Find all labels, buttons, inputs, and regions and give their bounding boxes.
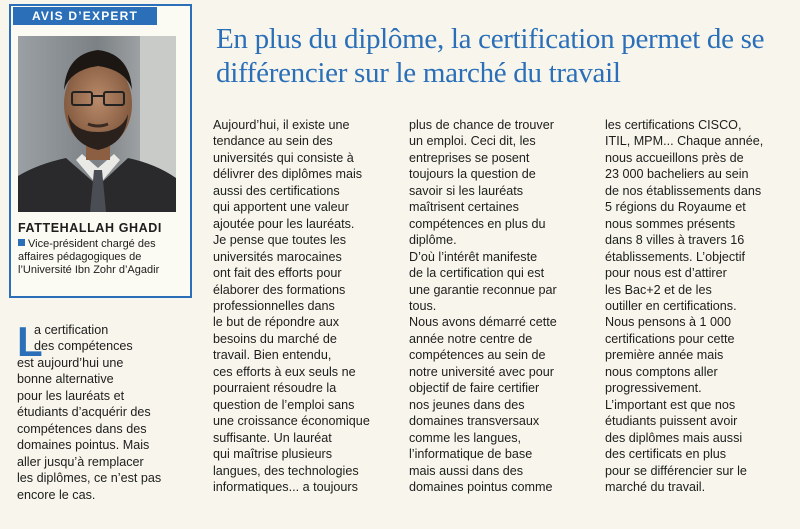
text-line: encore le cas.	[17, 487, 96, 502]
text-line: maîtrisent certaines	[409, 200, 519, 215]
text-line: le but de répondre aux	[213, 315, 340, 330]
expert-role-text: Vice-président chargé des affaires pédagogiques de l’Université Ibn Zohr d’Agadir	[18, 238, 160, 277]
text-line: professionnelles dans	[213, 298, 335, 313]
text-line: notre université avec pour	[409, 364, 554, 379]
intro-column	[17, 318, 189, 503]
text-line: est aujourd’hui une	[17, 355, 124, 370]
text-line: toujours la question de	[409, 167, 536, 182]
text-line: pourraient résoudre la	[213, 381, 337, 396]
text-line: une garantie reconnue par	[409, 282, 557, 297]
text-line: établissements. L’objectif	[605, 249, 746, 264]
body-column-2	[409, 117, 589, 495]
text-line: Nous pensons à 1 000	[605, 315, 732, 330]
text-line: entreprises se posent	[409, 150, 530, 165]
text-line: domaines pointus. Mais	[17, 438, 150, 453]
text-line: ces efforts à eux seuls ne	[213, 364, 356, 379]
bullet-square-icon	[18, 239, 25, 246]
text-line: élaborer des formations	[213, 282, 346, 297]
text-line: Nous avons démarré cette	[409, 315, 557, 330]
text-line: qui apportent une valeur	[213, 200, 349, 215]
text-line: première année mais	[605, 348, 724, 363]
text-line: savoir si les lauréats	[409, 183, 524, 198]
text-line: progressivement.	[605, 381, 702, 396]
text-line: universités marocaines	[213, 249, 342, 264]
text-line: dans 8 villes à travers 16	[605, 233, 745, 248]
text-line: les diplômes, ce n’est pas	[17, 471, 162, 486]
text-line: pour les lauréats et	[17, 388, 125, 403]
text-line: délivrer des diplômes mais	[213, 167, 363, 182]
text-line: compétences au sein de	[409, 348, 546, 363]
text-line: tendance au sein des	[213, 134, 333, 149]
text-line: de nos établissements dans	[605, 183, 762, 198]
drop-cap: L	[17, 318, 43, 365]
text-line: année notre centre de	[409, 331, 533, 346]
text-line: pour se différencier sur le	[605, 463, 747, 478]
text-line: nous accueillons près de	[605, 150, 744, 165]
text-line: besoins du marché de	[213, 331, 337, 346]
text-line: compétences dans des	[17, 421, 147, 436]
expert-name: FATTEHALLAH GHADI	[18, 221, 162, 235]
text-line: informatiques... a toujours	[213, 479, 358, 494]
expert-role	[18, 238, 178, 278]
text-line: qui maîtrise plusieurs	[213, 447, 332, 462]
text-line: a certification	[34, 323, 109, 337]
text-line: langues, des technologies	[213, 463, 359, 478]
text-line: question de l’emploi sans	[213, 397, 355, 412]
text-line: aussi des certifications	[213, 183, 340, 198]
text-line: ITIL, MPM... Chaque année,	[605, 134, 764, 149]
text-line: nos jeunes dans des	[409, 397, 525, 412]
text-line: domaines pointus comme	[409, 479, 553, 494]
text-line: diplôme.	[409, 233, 457, 248]
text-line: bonne alternative	[17, 372, 114, 387]
text-line: nous sommes présents	[605, 216, 736, 231]
text-line: marché du travail.	[605, 479, 706, 494]
text-line: des certificats en plus	[605, 447, 727, 462]
text-line: étudiants puissent avoir	[605, 414, 738, 429]
text-line: les certifications CISCO,	[605, 118, 742, 132]
text-line: aller jusqu’à remplacer	[17, 454, 144, 469]
portrait-photo-illustration	[18, 36, 176, 212]
text-line: objectif de faire certifier	[409, 381, 540, 396]
text-line: Aujourd’hui, il existe une	[213, 118, 350, 132]
text-line: ont fait des efforts pour	[213, 266, 342, 281]
article-headline: En plus du diplôme, la certification permet de se différencier sur le marché du travail	[216, 23, 765, 89]
section-tag: AVIS D’EXPERT	[13, 7, 157, 25]
body-column-3	[605, 117, 790, 495]
text-line: mais aussi dans des	[409, 463, 524, 478]
expert-portrait	[18, 36, 176, 212]
text-line: compétences en plus du	[409, 216, 546, 231]
text-line: 23 000 bacheliers au sein	[605, 167, 749, 182]
text-line: certifications pour cette	[605, 331, 735, 346]
text-line: comme les langues,	[409, 430, 521, 445]
text-line: pour nous est d’attirer	[605, 266, 727, 281]
text-line: plus de chance de trouver	[409, 118, 554, 132]
text-line: L’important est que nos	[605, 397, 736, 412]
text-line: travail. Bien entendu,	[213, 348, 332, 363]
text-line: Je pense que toutes les	[213, 233, 347, 248]
text-line: ajoutée pour les lauréats.	[213, 216, 355, 231]
body-column-1	[213, 117, 393, 495]
text-line: une croissance économique	[213, 414, 370, 429]
text-line: étudiants d’acquérir des	[17, 405, 151, 420]
text-line: 5 régions du Royaume et	[605, 200, 746, 215]
text-line: de la certification qui est	[409, 266, 545, 281]
text-line: l’informatique de base	[409, 447, 533, 462]
text-line: domaines transversaux	[409, 414, 540, 429]
text-line: des compétences	[34, 339, 133, 354]
text-line: suffisante. Un lauréat	[213, 430, 332, 445]
text-line: universités qui consiste à	[213, 150, 354, 165]
text-line: un emploi. Ceci dit, les	[409, 134, 536, 149]
text-line: tous.	[409, 298, 437, 313]
text-line: outiller en certifications.	[605, 298, 737, 313]
text-line: D’où l’intérêt manifeste	[409, 249, 538, 264]
text-line: nous comptons aller	[605, 364, 718, 379]
text-line: les Bac+2 et de les	[605, 282, 712, 297]
text-line: des diplômes mais aussi	[605, 430, 743, 445]
